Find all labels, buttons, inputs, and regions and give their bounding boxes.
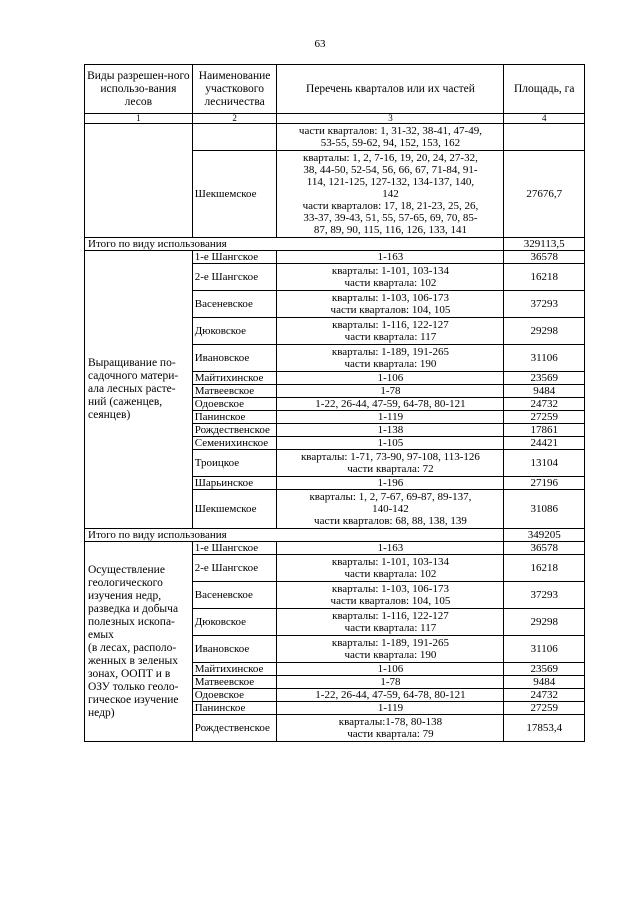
quarters-line: 1-22, 26-44, 47-59, 64-78, 80-121 [315,689,466,701]
quarters-line: кварталы: 1-101, 103-134 [331,265,449,277]
quarters-line: кварталы: 1-103, 106-173 [331,583,449,595]
column-number: 3 [277,114,504,124]
forestry-name: 2-е Шангское [192,264,277,291]
quarters-line: кварталы: 1, 2, 7-67, 69-87, 89-137, [309,491,472,503]
area-value: 29298 [504,318,585,345]
forestry-name: 1-е Шангское [192,251,277,264]
quarters-line: 38, 44-50, 52-54, 56, 66, 67, 71-84, 91- [303,164,478,176]
area-value: 27676,7 [504,151,585,238]
quarters-line: 1-119 [377,702,404,714]
quarters-cell [277,663,504,676]
quarters-line: части квартала: 117 [344,622,437,634]
quarters-line: части кварталов: 104, 105 [330,595,451,607]
area-value: 27196 [504,477,585,490]
forest-use-table [84,64,585,742]
area-value: 31086 [504,490,585,529]
quarters-line: 1-106 [377,663,404,675]
quarters-cell [277,398,504,411]
table-header-row [85,65,585,114]
quarters-line: 1-78 [380,385,401,397]
area-value: 29298 [504,609,585,636]
total-area: 349205 [504,529,585,542]
area-value: 9484 [504,676,585,689]
area-value: 36578 [504,251,585,264]
quarters-line: части кварталов: 17, 18, 21-23, 25, 26, [302,200,479,212]
forestry-name: Шекшемское [192,151,277,238]
area-value: 27259 [504,702,585,715]
forestry-name: Шарьинское [192,477,277,490]
quarters-line: части квартала: 190 [344,649,437,661]
quarters-line: 1-163 [377,542,404,554]
use-type-text: Осуществление геологического изучения недр, разведка и добыча полезных ископа-емых [88,563,179,641]
quarters-line: 1-138 [377,424,404,436]
quarters-line: части квартала: 117 [344,331,437,343]
forestry-name: 1-е Шангское [192,542,277,555]
table-row [85,542,585,555]
forestry-name: Ивановское [192,636,277,663]
total-area: 329113,5 [504,238,585,251]
area-value: 23569 [504,663,585,676]
use-type-cell: Выращивание по-садочного матери-ала лесных расте-ний (саженцев, сеянцев) [85,251,193,529]
quarters-cell [277,477,504,490]
column-number: 2 [192,114,277,124]
area-value [504,124,585,151]
quarters-line: части квартала: 79 [347,728,434,740]
area-value: 37293 [504,582,585,609]
forestry-name: Майтихинское [192,372,277,385]
column-number: 4 [504,114,585,124]
quarters-line: 114, 121-125, 127-132, 134-137, 140, [306,176,475,188]
quarters-cell [277,424,504,437]
area-value: 24732 [504,398,585,411]
total-label: Итого по виду использования [85,529,504,542]
quarters-cell [277,437,504,450]
quarters-line: 142 [382,188,399,200]
area-value: 17861 [504,424,585,437]
quarters-line: кварталы: 1-116, 122-127 [332,319,449,331]
quarters-line: кварталы: 1, 2, 7-16, 19, 20, 24, 27-32, [303,152,478,164]
quarters-cell [277,291,504,318]
quarters-cell [277,609,504,636]
forestry-name [192,124,277,151]
quarters-line: 1-119 [377,411,404,423]
column-numbers-row [85,114,585,124]
table-row [85,124,585,151]
header-use-type: Виды разрешен-ного использо-вания лесов [85,65,193,114]
area-value: 16218 [504,264,585,291]
forestry-name: Ивановское [192,345,277,372]
forestry-name: Матвеевское [192,676,277,689]
forestry-name: Панинское [192,702,277,715]
quarters-line: 1-196 [377,477,404,489]
forestry-name: Дюковское [192,318,277,345]
quarters-cell [277,345,504,372]
quarters-line: части кварталов: 68, 88, 138, 139 [314,515,467,527]
forestry-name: 2-е Шангское [192,555,277,582]
quarters-line: 53-55, 59-62, 94, 152, 153, 162 [320,137,461,149]
quarters-cell [277,715,504,742]
quarters-cell [277,450,504,477]
quarters-cell [277,411,504,424]
quarters-line: кварталы: 1-71, 73-90, 97-108, 113-126 [300,451,480,463]
quarters-cell [277,251,504,264]
quarters-line: 33-37, 39-43, 51, 55, 57-65, 69, 70, 85- [303,212,478,224]
area-value: 13104 [504,450,585,477]
forestry-name: Васеневское [192,291,277,318]
quarters-cell [277,490,504,529]
quarters-line: части квартала: 72 [347,463,434,475]
forestry-name: Панинское [192,411,277,424]
quarters-cell [277,702,504,715]
header-forestry: Наименование участкового лесничества [192,65,277,114]
use-type-text: (в лесах, располо-женных в зеленых зонах, ООПТ и в ОЗУ только геоло-гическое изучение недр) [88,641,179,719]
quarters-cell [277,385,504,398]
forestry-name: Шекшемское [192,490,277,529]
area-value: 36578 [504,542,585,555]
quarters-line: 1-22, 26-44, 47-59, 64-78, 80-121 [315,398,466,410]
forestry-name: Одоевское [192,689,277,702]
quarters-cell [277,151,504,238]
forestry-name: Рождественское [192,715,277,742]
total-label: Итого по виду использования [85,238,504,251]
page-number: 63 [314,38,326,50]
area-value: 16218 [504,555,585,582]
quarters-cell [277,676,504,689]
area-value: 27259 [504,411,585,424]
quarters-line: части квартала: 190 [344,358,437,370]
total-row [85,529,585,542]
total-row [85,238,585,251]
forestry-name: Одоевское [192,398,277,411]
use-type-cell [85,542,193,742]
forestry-name: Майтихинское [192,663,277,676]
table-row [85,251,585,264]
forestry-name: Дюковское [192,609,277,636]
quarters-line: кварталы: 1-189, 191-265 [331,637,449,649]
forestry-name: Матвеевское [192,385,277,398]
forestry-name: Семенихинское [192,437,277,450]
quarters-cell [277,542,504,555]
header-quarters: Перечень кварталов или их частей [277,65,504,114]
area-value: 24421 [504,437,585,450]
quarters-cell [277,318,504,345]
area-value: 31106 [504,345,585,372]
area-value: 17853,4 [504,715,585,742]
forestry-name: Васеневское [192,582,277,609]
header-area: Площадь, га [504,65,585,114]
quarters-cell [277,372,504,385]
forestry-name: Троицкое [192,450,277,477]
area-value: 24732 [504,689,585,702]
quarters-cell [277,124,504,151]
quarters-line: 1-106 [377,372,404,384]
quarters-line: кварталы:1-78, 80-138 [338,716,443,728]
quarters-line: 1-78 [380,676,401,688]
quarters-cell [277,636,504,663]
area-value: 9484 [504,385,585,398]
quarters-cell [277,689,504,702]
forestry-name: Рождественское [192,424,277,437]
quarters-cell [277,582,504,609]
quarters-line: кварталы: 1-189, 191-265 [331,346,449,358]
area-value: 37293 [504,291,585,318]
column-number: 1 [85,114,193,124]
quarters-cell [277,555,504,582]
quarters-line: части квартала: 102 [344,568,437,580]
quarters-line: кварталы: 1-103, 106-173 [331,292,449,304]
quarters-line: кварталы: 1-101, 103-134 [331,556,449,568]
area-value: 31106 [504,636,585,663]
quarters-line: 87, 89, 90, 115, 116, 126, 133, 141 [313,224,468,236]
quarters-line: части кварталов: 1, 31-32, 38-41, 47-49, [298,125,482,137]
quarters-line: части квартала: 102 [344,277,437,289]
use-type-cell [85,124,193,238]
quarters-line: 140-142 [372,503,409,515]
quarters-line: части кварталов: 104, 105 [330,304,451,316]
quarters-line: 1-105 [377,437,404,449]
quarters-cell [277,264,504,291]
quarters-line: 1-163 [377,251,404,263]
quarters-line: кварталы: 1-116, 122-127 [332,610,449,622]
area-value: 23569 [504,372,585,385]
